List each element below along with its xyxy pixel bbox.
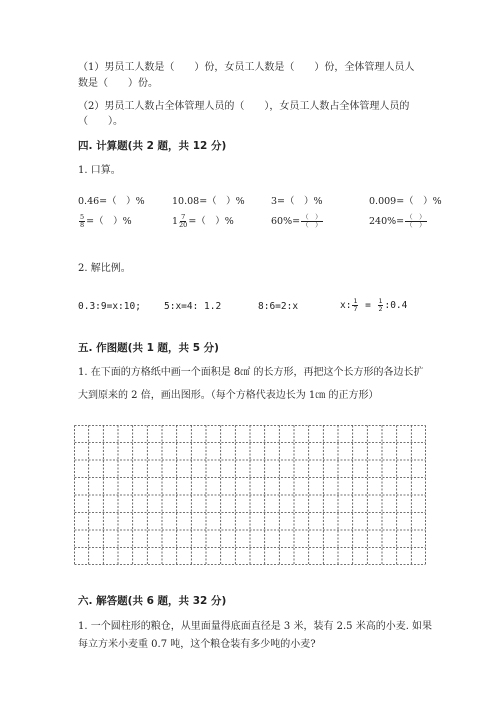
oral-calc-7: 60%= $\frac{( )}{( )}$ <box>271 213 322 229</box>
oral-calc-4: 0.009=（ ）% <box>369 196 442 207</box>
section-6-q1-line-1: 1. 一个圆柱形的粮仓，从里面量得底面直径是 3 米，装有 2.5 米高的小麦. 如果 <box>78 621 433 632</box>
section-5-heading: 五. 作图题(共 1 题，共 5 分) <box>78 342 219 354</box>
graph-paper-grid[interactable] <box>74 425 426 565</box>
proportion-2: 5:x=4: 1.2 <box>164 301 222 312</box>
proportion-4: x: $\frac{1}{7}$ = $\frac{1}{2}$ :0.4 <box>340 297 408 313</box>
section-6-heading: 六. 解答题(共 6 题，共 32 分) <box>78 595 227 607</box>
fraction: $\frac{( )}{( )}$ <box>406 213 426 229</box>
question-1-line-1: （1）男员工人数是（ ）份，女员工人数是（ ）份，全体管理人员人 <box>78 62 415 73</box>
question-2-line-2: （ ）。 <box>78 116 123 127</box>
oral-calc-3: 3=（ ）% <box>271 196 323 207</box>
section-4-heading: 四. 计算题(共 2 题，共 12 分) <box>78 140 227 152</box>
section-5-q1-line-2: 大到原来的 2 倍，画出图形。（每个方格代表边长为 1㎝ 的正方形） <box>78 390 379 401</box>
question-2-line-1: （2）男员工人数占全体管理人员的（ ），女员工人数占全体管理人员的 <box>78 101 410 112</box>
fraction: $\frac{5}{8}$ <box>80 213 85 229</box>
section-5-q1-line-1: 1. 在下面的方格纸中画一个面积是 8㎠ 的长方形，再把这个长方形的各边长扩 <box>78 367 424 378</box>
fraction: $\frac{1}{7}$ <box>353 297 358 313</box>
section-6-q1-line-2: 每立方米小麦重 0.7 吨，这个粮仓装有多少吨的小麦? <box>78 639 316 650</box>
proportion-3: 8:6=2:x <box>258 301 299 312</box>
section-4-q2-title: 2. 解比例。 <box>78 263 131 274</box>
proportion-1: 0.3:9=x:10; <box>78 301 141 312</box>
oral-calc-5: $\frac{5}{8}$ =（ ）% <box>80 213 132 229</box>
fraction: $\frac{7}{20}$ <box>179 213 188 229</box>
oral-calc-2: 10.08=（ ）% <box>172 196 245 207</box>
oral-calc-1: 0.46=（ ）% <box>78 196 145 207</box>
oral-calc-6: 1 $\frac{7}{20}$ =（ ）% <box>172 213 234 229</box>
question-1-line-2: 数是（ ）份。 <box>78 78 158 89</box>
fraction: $\frac{1}{2}$ <box>378 297 383 313</box>
fraction: $\frac{( )}{( )}$ <box>302 213 322 229</box>
oral-calc-8: 240%= $\frac{( )}{( )}$ <box>369 213 426 229</box>
section-4-q1-title: 1. 口算。 <box>78 165 121 176</box>
